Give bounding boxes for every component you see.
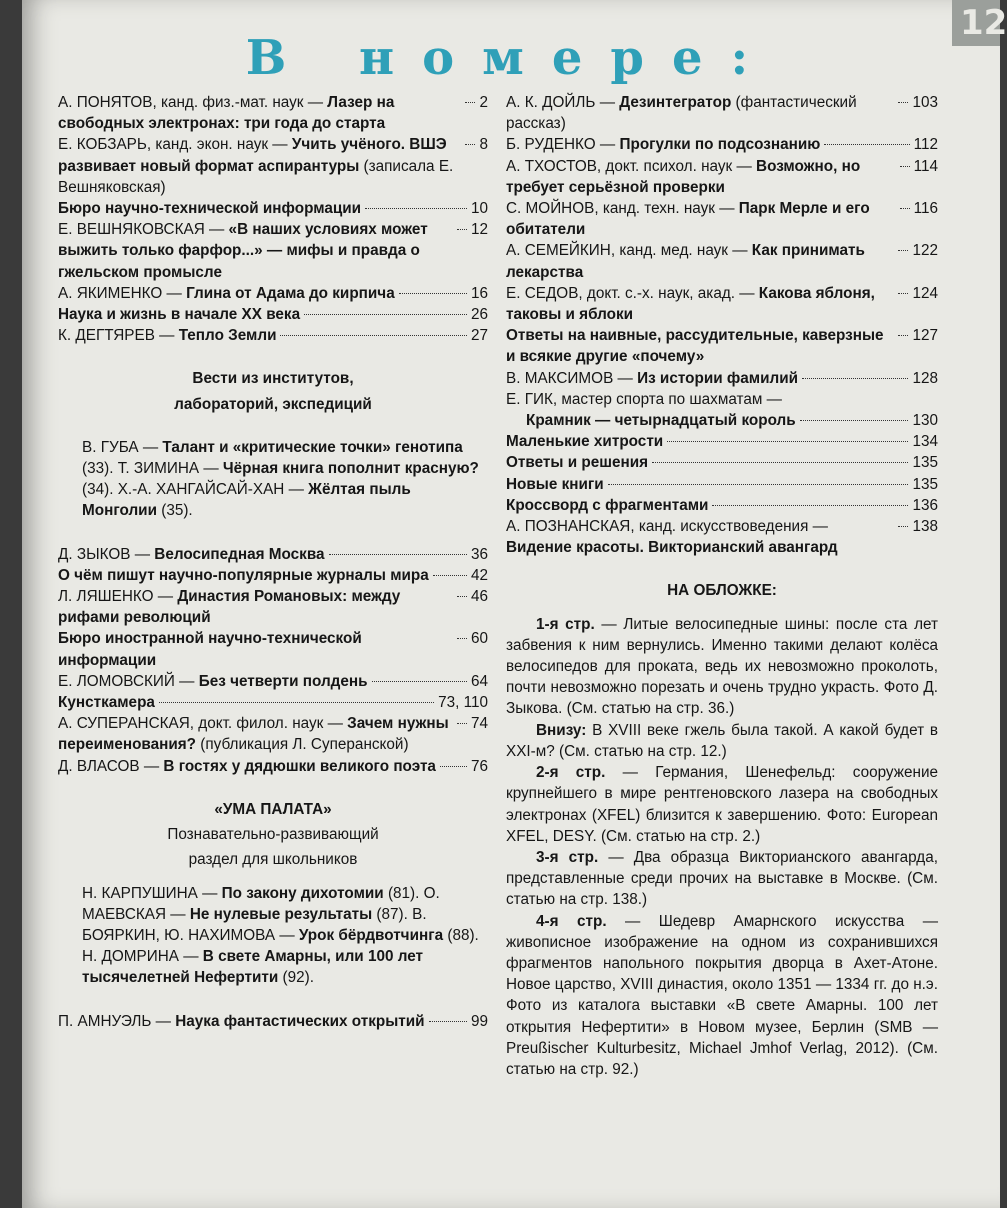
- cover-note: 4-я стр. — Шедевр Амарнского искусства — живописное изображение на одном из сохранившихся фрагментов напольного покрытия дворца в Ахет-Атоне. Новое царство, XVIII династия, около 1351 — 1334 гг. до н.э. Фото из каталога выставки «В свете Амарны. 100 лет открытия Нефертити» в Новом музее, Берлин (SMB — Preußischer Kulturbesitz, Michael Jmhof Verlag, 2012). (См. статью на стр. 92.): [506, 912, 939, 1078]
- page-ref: 103: [912, 94, 938, 111]
- page-ref: 127: [912, 327, 938, 345]
- page-ref: 2: [479, 94, 488, 111]
- toc-entry[interactable]: А. ТХОСТОВ, докт. психол. наук — Возможно, но требует серьёзной проверки 114: [506, 157, 938, 196]
- toc-entry[interactable]: Крамник — четырнадцатый король 130: [506, 410, 938, 431]
- toc-entry[interactable]: Е. КОБЗАРЬ, канд. экон. наук — Учить учёного. ВШЭ развивает новый формат аспирантуры (записала Е. Вешняковская) 8: [58, 136, 488, 196]
- toc-entry[interactable]: А. СУПЕРАНСКАЯ, докт. филол. наук — Зачем нужны переименования? (публикация Л. Суперанской) 74: [58, 715, 488, 754]
- page-title: В номере:: [245, 30, 777, 86]
- toc-entry[interactable]: А. ЯКИМЕНКО — Глина от Адама до кирпича 16: [58, 283, 488, 304]
- cover-heading: НА ОБЛОЖКЕ:: [667, 582, 777, 600]
- toc-entry[interactable]: Бюро иностранной научно-технической информации 60: [58, 630, 488, 669]
- toc-entry[interactable]: С. МОЙНОВ, канд. техн. наук — Парк Мерле и его обитатели 116: [506, 200, 938, 239]
- section-heading: «УМА ПАЛАТА»: [214, 800, 332, 818]
- page-ref: 130: [912, 412, 938, 430]
- page-ref: 36: [470, 545, 488, 563]
- page-ref: 124: [912, 284, 938, 302]
- page-ref: 64: [470, 672, 488, 690]
- page-ref: 60: [470, 630, 488, 648]
- toc-entry[interactable]: Е. СЕДОВ, докт. с.-х. наук, акад. — Какова яблоня, таковы и яблоки 124: [506, 284, 938, 324]
- toc-entry[interactable]: П. АМНУЭЛЬ — Наука фантастических открытий 99: [58, 1011, 488, 1032]
- toc-entry[interactable]: Б. РУДЕНКО — Прогулки по подсознанию 112: [506, 134, 938, 155]
- page-ref: 12: [470, 221, 488, 239]
- school-paragraph[interactable]: Н. КАРПУШИНА — По закону дихотомии (81). О. МАЕВСКАЯ — Не нулевые результаты (87). В. БОЯРКИН, Ю. НАХИМОВА — Урок бёрдвотчинга (88). Н. ДОМРИНА — В свете Амарны, или 100 лет тысячелетней Нефертити (92).: [82, 884, 479, 987]
- page-ref: 26: [470, 306, 488, 324]
- page-number: 12: [952, 0, 1000, 46]
- page-ref: 112: [913, 136, 938, 154]
- cover-note: 2-я стр. — Германия, Шенефельд: сооружение крупнейшего в мире рентгеновского лазера на свободных электронах (XFEL) близится к завершению. Фото: European XFEL, DESY. (См. статью на стр. 2.): [506, 764, 938, 845]
- section-subheading: Познавательно-развивающий: [167, 826, 379, 844]
- toc-entry[interactable]: Кунсткамера 73, 110: [58, 692, 488, 713]
- toc-entry[interactable]: Новые книги 135: [506, 474, 938, 495]
- page-ref: 8: [479, 136, 488, 154]
- toc-entry[interactable]: А. К. ДОЙЛЬ — Дезинтегратор (фантастический рассказ) 103: [506, 94, 938, 133]
- page-ref: 116: [913, 200, 938, 218]
- toc-entry[interactable]: О чём пишут научно-популярные журналы мира 42: [58, 565, 488, 586]
- page-ref: 136: [912, 496, 938, 514]
- page-ref: 16: [470, 284, 488, 302]
- toc-entry[interactable]: Наука и жизнь в начале XX века 26: [58, 304, 488, 325]
- institutes-paragraph[interactable]: В. ГУБА — Талант и «критические точки» генотипа (33). Т. ЗИМИНА — Чёрная книга пополнит красную? (34). Х.-А. ХАНГАЙСАЙ-ХАН — Жёлтая пыль Монголии (35).: [82, 438, 479, 520]
- page-ref: 42: [470, 566, 488, 584]
- page-ref: 99: [470, 1012, 488, 1030]
- toc-entry[interactable]: Кроссворд с фрагментами 136: [506, 495, 938, 516]
- contents-left-column: [58, 92, 488, 1032]
- cover-note: Внизу: В XVIII веке гжель была такой. А какой будет в XXI-м? (См. статью на стр. 12.): [506, 721, 938, 760]
- page-ref: 114: [913, 157, 938, 175]
- toc-entry[interactable]: Л. ЛЯШЕНКО — Династия Романовых: между рифами революций 46: [58, 588, 488, 627]
- toc-entry[interactable]: Ответы и решения 135: [506, 452, 938, 473]
- page-ref: 73, 110: [438, 694, 488, 712]
- toc-entry[interactable]: А. ПОНЯТОВ, канд. физ.-мат. наук — Лазер на свободных электронах: три года до старта 2: [58, 94, 488, 133]
- toc-entry[interactable]: Ответы на наивные, рассудительные, каверзные и всякие другие «почему» 127: [506, 327, 938, 366]
- page-ref: 10: [470, 200, 488, 218]
- page-ref: 27: [470, 327, 488, 345]
- page-ref: 128: [912, 369, 938, 387]
- toc-entry[interactable]: Е. ЛОМОВСКИЙ — Без четверти полдень 64: [58, 671, 488, 692]
- cover-note: 1-я стр. — Литые велосипедные шины: после ста лет забвения к ним вернулись. Именно такими делают колёса велосипедов для проката, ведь их невозможно проколоть, почти невозможно порезать и очень трудно украсть. Фото Д. Зыкова. (См. статью на стр. 36.): [506, 615, 938, 718]
- page-ref: 134: [912, 433, 938, 451]
- page-ref: 135: [912, 454, 938, 472]
- toc-entry[interactable]: Бюро научно-технической информации 10: [58, 198, 488, 219]
- page-ref: 74: [470, 715, 488, 733]
- cover-notes: [506, 614, 938, 1080]
- page-ref: 138: [912, 518, 938, 536]
- toc-entry[interactable]: Маленькие хитрости 134: [506, 431, 938, 452]
- page-ref: 135: [912, 475, 938, 493]
- toc-entry[interactable]: Д. ЗЫКОВ — Велосипедная Москва 36: [58, 544, 488, 565]
- section-heading: Вести из институтов,: [192, 370, 354, 388]
- toc-entry[interactable]: В. МАКСИМОВ — Из истории фамилий 128: [506, 368, 938, 389]
- page-ref: 46: [470, 588, 488, 606]
- section-heading: лабораторий, экспедиций: [174, 395, 372, 413]
- cover-note: 3-я стр. — Два образца Викторианского авангарда, представленные среди прочих на выставке в Москве. (См. статью на стр. 138.): [506, 848, 938, 909]
- toc-entry[interactable]: Д. ВЛАСОВ — В гостях у дядюшки великого поэта 76: [58, 756, 488, 777]
- page-ref: 76: [470, 757, 488, 775]
- toc-entry[interactable]: К. ДЕГТЯРЕВ — Тепло Земли 27: [58, 325, 488, 346]
- toc-entry-author: Е. ГИК, мастер спорта по шахматам —: [506, 390, 782, 408]
- toc-entry[interactable]: А. СЕМЕЙКИН, канд. мед. наук — Как принимать лекарства 122: [506, 242, 938, 281]
- magazine-page: [22, 0, 1007, 1208]
- toc-entry[interactable]: Е. ВЕШНЯКОВСКАЯ — «В наших условиях может выжить только фарфор...» — мифы и правда о гжельском промысле 12: [58, 221, 488, 281]
- section-subheading: раздел для школьников: [188, 851, 358, 869]
- toc-entry[interactable]: А. ПОЗНАНСКАЯ, канд. искусствоведения — Видение красоты. Викторианский авангард 138: [506, 518, 938, 557]
- contents-right-column: [506, 92, 938, 1080]
- page-ref: 122: [912, 242, 938, 260]
